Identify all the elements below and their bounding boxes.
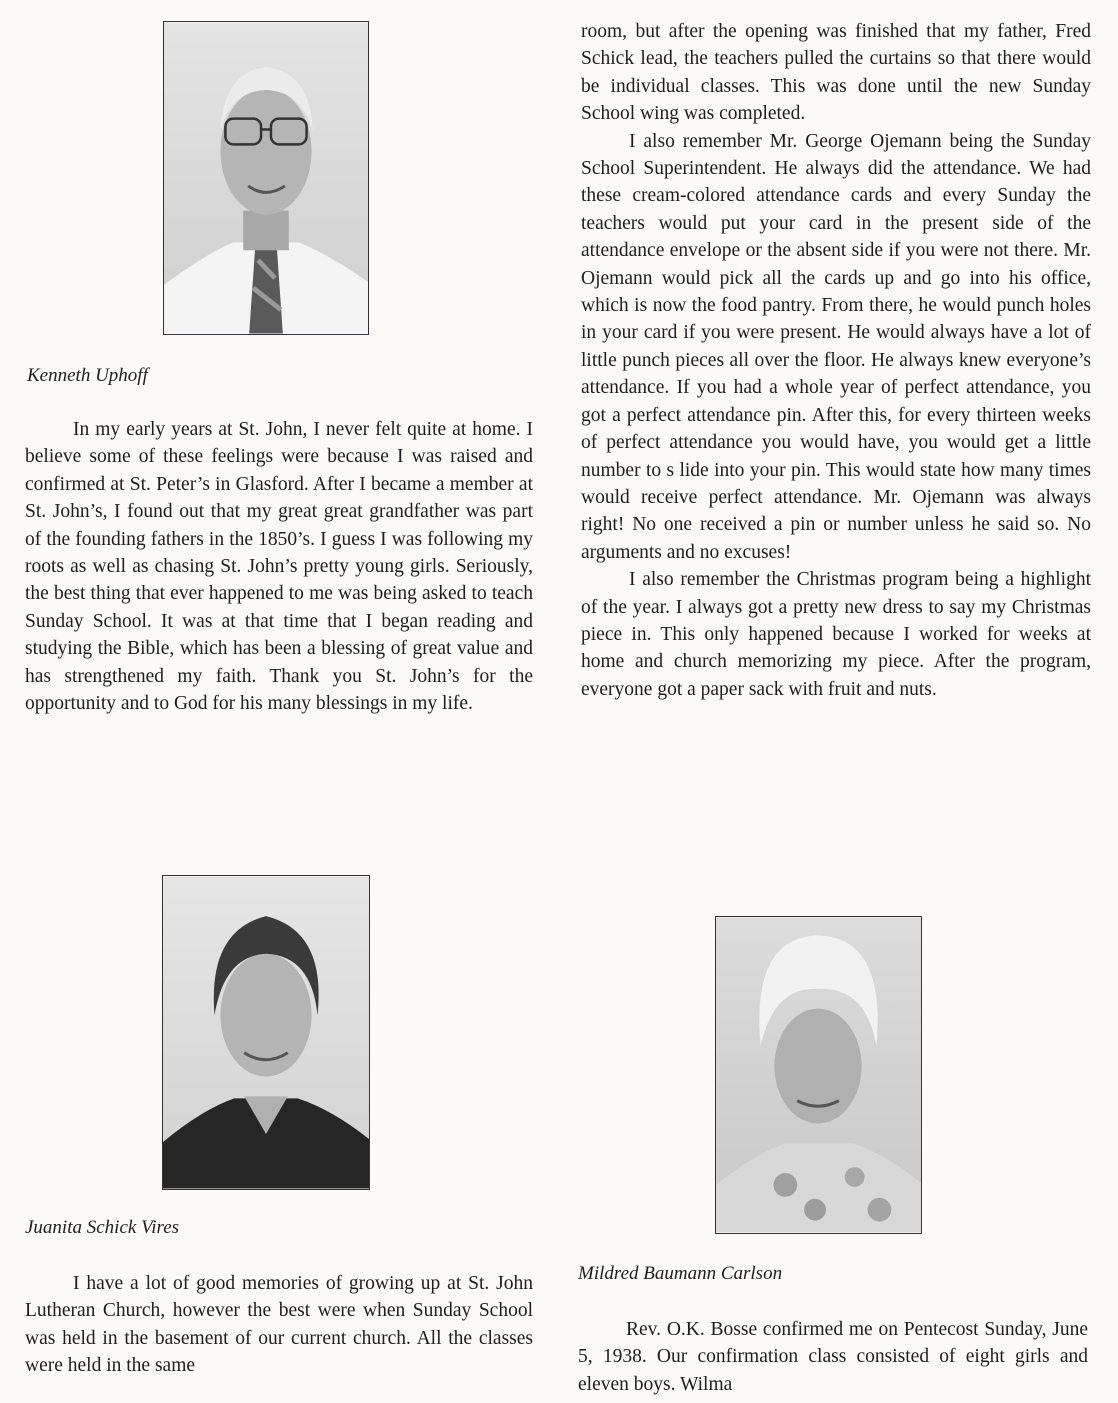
kenneth-uphoff-photo <box>163 21 369 335</box>
juanita-continuation: room, but after the opening was finished that my father, Fred Schick lead, the teachers pulled the curtains so that there would be individual classes. This was done until the new Sunday School wing was completed. <box>581 21 1091 125</box>
kenneth-paragraph-1: In my early years at St. John, I never felt quite at home. I believe some of these feelings were because I was raised and confirmed at St. Peter’s in Glasford. After I became a member at St. John’s, I found out that my great great grandfather was part of the founding fathers in the 1850’s. I guess I was following my roots as well as chasing St. John’s pretty young girls. Seriously, the best thing that ever happened to me was being asked to teach Sunday School. It was at that time that I began reading and studying the Bible, which has been a blessing of great value and has strengthened my faith. Thank you St. John’s for the opportunity and to God for his many blessings in my life. <box>25 419 533 715</box>
juanita-schick-vires-photo <box>162 875 370 1190</box>
juanita-story-continued <box>581 18 1091 703</box>
mildred-portrait-image <box>716 917 921 1233</box>
kenneth-uphoff-story <box>25 416 533 717</box>
mildred-story-start <box>578 1316 1088 1398</box>
juanita-paragraph-3: I also remember the Christmas program being a highlight of the year. I always got a pretty new dress to say my Christmas piece in. This only happened because I worked for weeks at home and church memorizing my piece. After the program, everyone got a paper sack with fruit and nuts. <box>581 569 1091 700</box>
caption-kenneth-uphoff: Kenneth Uphoff <box>27 365 148 386</box>
caption-mildred-baumann-carlson: Mildred Baumann Carlson <box>578 1263 783 1284</box>
juanita-paragraph-1: I have a lot of good memories of growing up at St. John Lutheran Church, however the best were when Sunday School was held in the basement of our current church. All the classes were held in the same <box>25 1273 533 1377</box>
caption-juanita-schick-vires: Juanita Schick Vires <box>25 1217 180 1238</box>
juanita-paragraph-2: I also remember Mr. George Ojemann being the Sunday School Superintendent. He always did the attendance. We had these cream-colored attendance cards and every Sunday the teachers would put your card in the present side of the attendance envelope or the absent side if you were not there. Mr. Ojemann would pick all the cards up and go into his office, which is now the food pantry. From there, he would punch holes in your card if you were present. He would always have a lot of little punch pieces all over the floor. He always knew everyone’s attendance. If you had a whole year of perfect attendance, you got a perfect attendance pin. After this, for every thirteen weeks of perfect attendance you would have, you would get a little number to s lide into your pin. This would state how many times would receive perfect attendance. Mr. Ojemann was always right! No one received a pin or number unless he said so. No arguments and no excuses! <box>581 130 1091 563</box>
juanita-portrait-image <box>163 876 369 1189</box>
kenneth-portrait-image <box>164 22 368 334</box>
juanita-story-start <box>25 1270 533 1380</box>
mildred-baumann-carlson-photo <box>715 916 922 1234</box>
mildred-paragraph-1: Rev. O.K. Bosse confirmed me on Pentecost Sunday, June 5, 1938. Our confirmation class consisted of eight girls and eleven boys. Wilma <box>578 1319 1088 1395</box>
